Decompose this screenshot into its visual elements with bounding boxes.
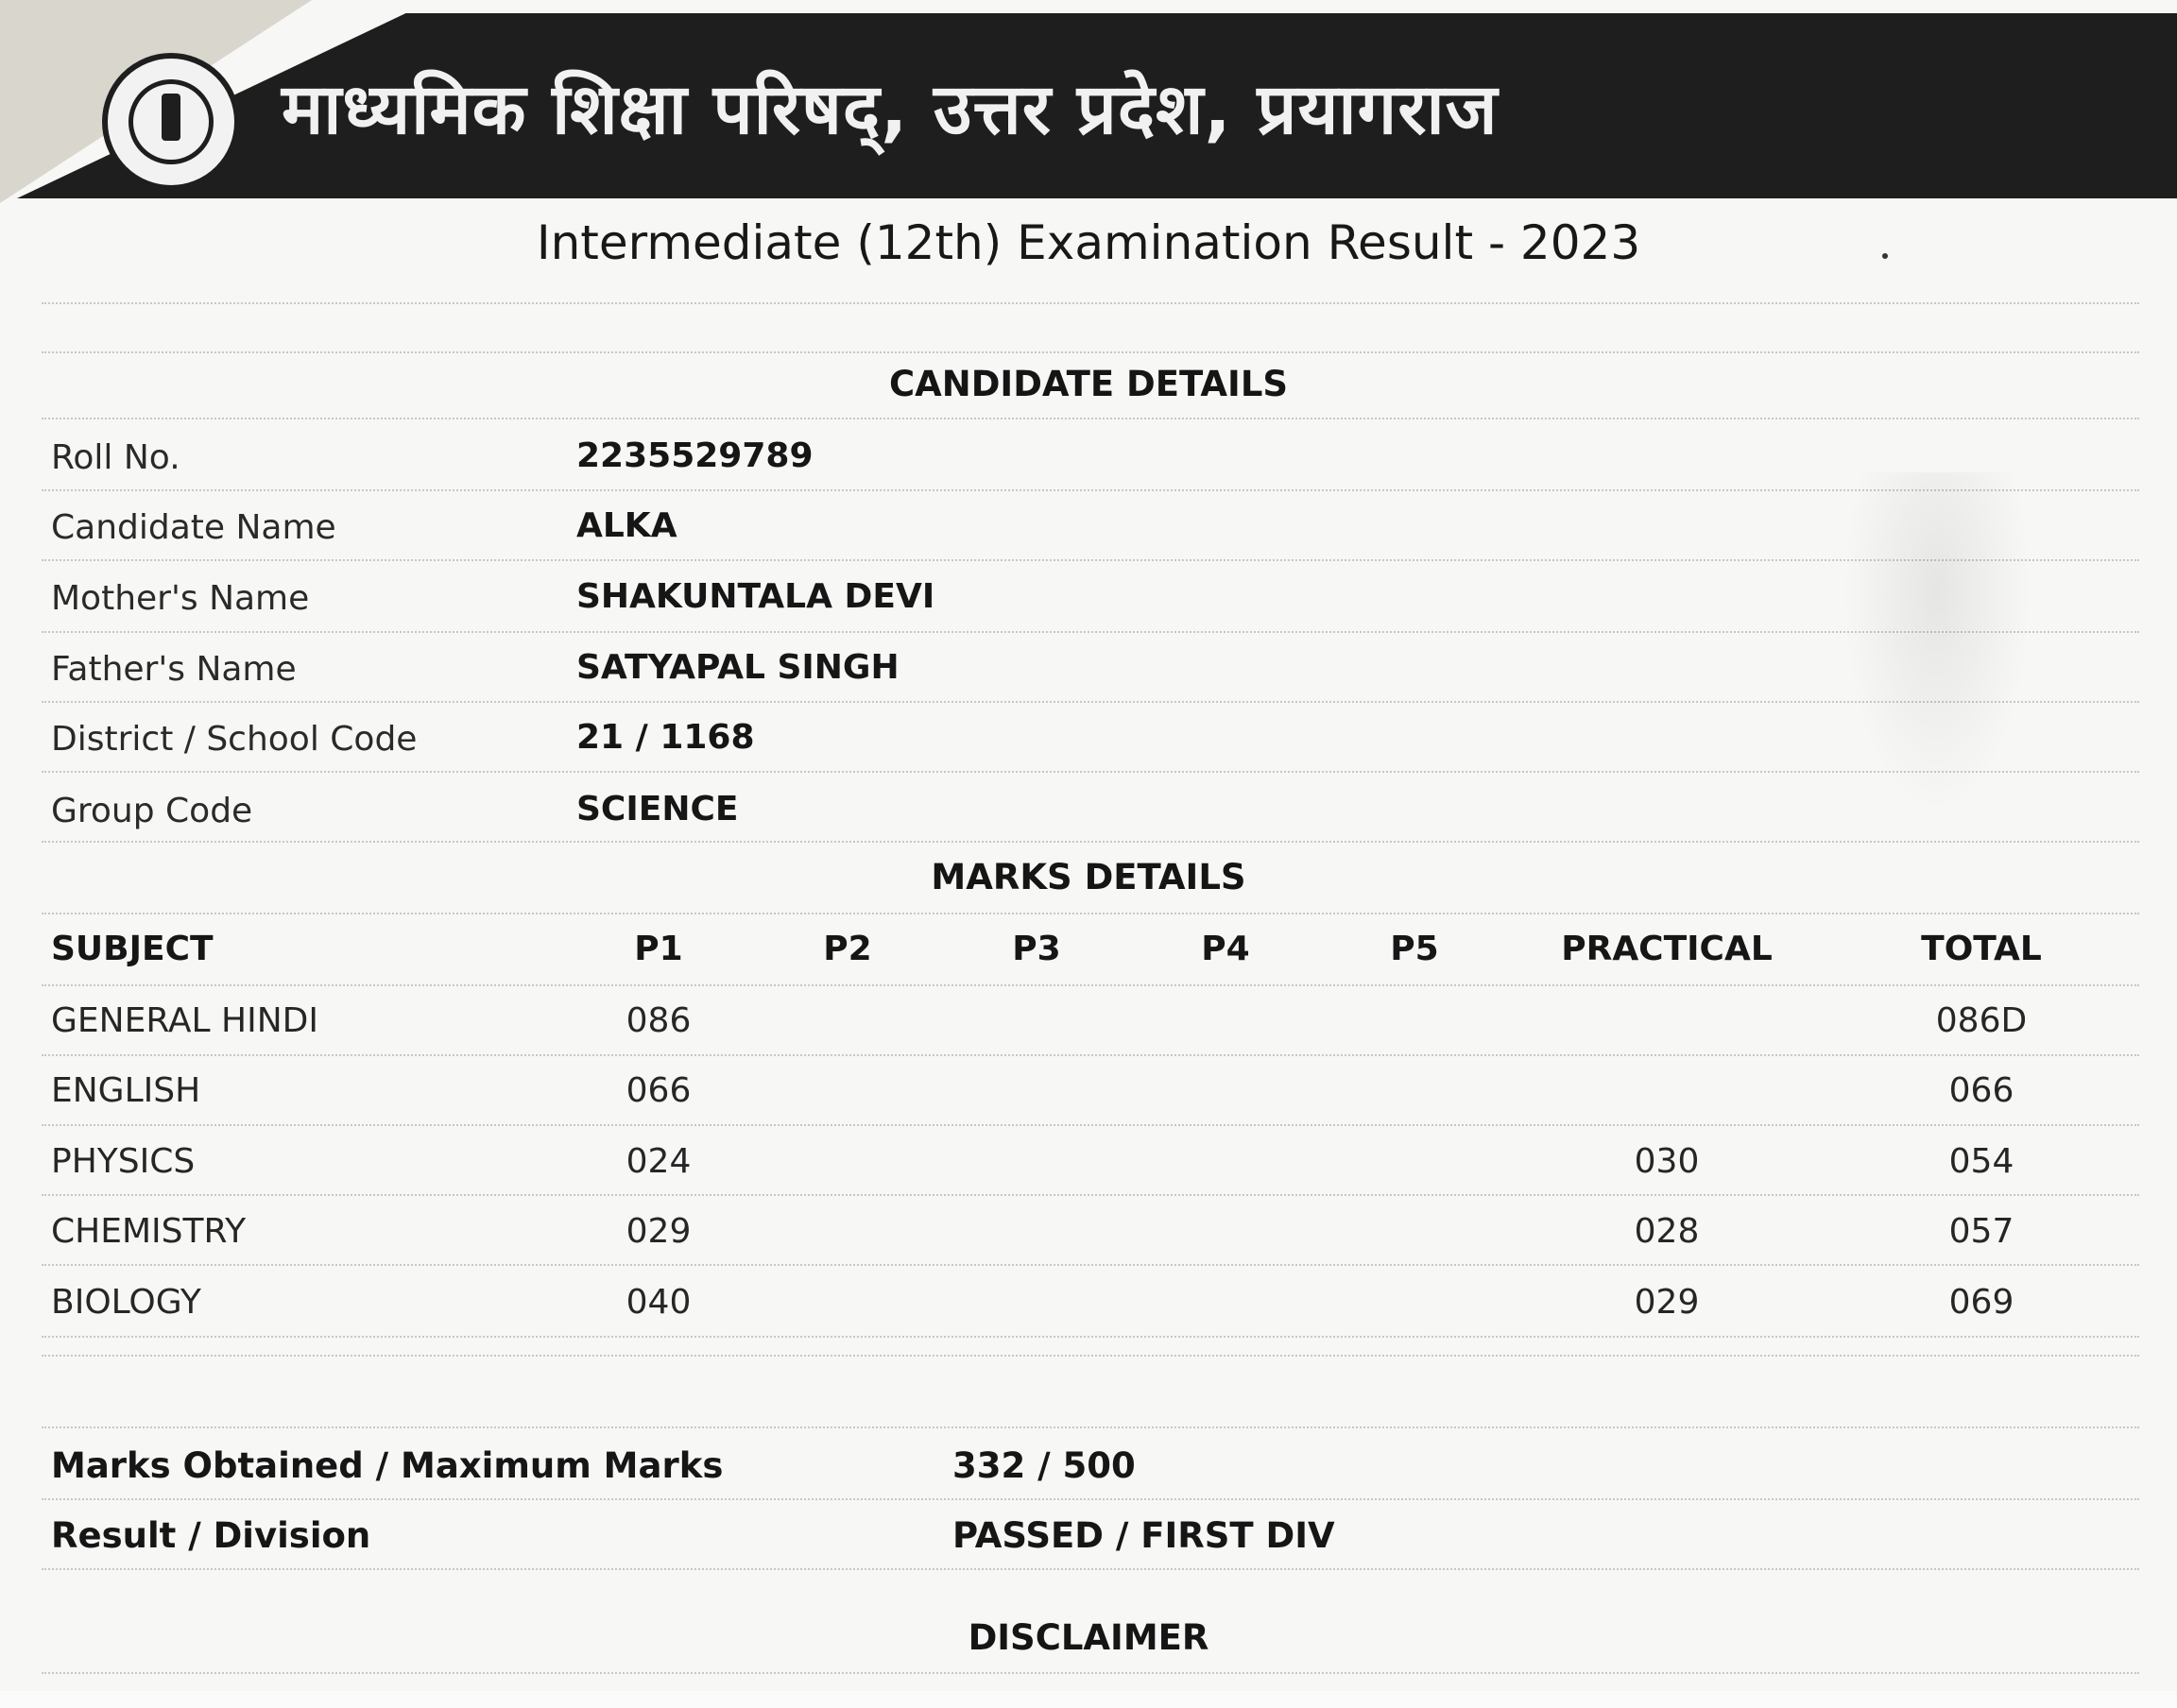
p1-cell: 066 (626, 1071, 692, 1110)
mother-name-label: Mother's Name (51, 579, 310, 618)
divider (42, 913, 2139, 914)
disclaimer-heading: DISCLAIMER (968, 1617, 1209, 1658)
result-division-value: PASSED / FIRST DIV (952, 1515, 1335, 1556)
board-logo-icon (102, 53, 240, 191)
column-header-subject: SUBJECT (51, 930, 214, 968)
mother-name-value: SHAKUNTALA DEVI (576, 577, 935, 616)
group-code-label: Group Code (51, 792, 253, 830)
practical-cell: 029 (1634, 1283, 1700, 1322)
divider (42, 489, 2139, 491)
marks-obtained-label: Marks Obtained / Maximum Marks (51, 1445, 724, 1486)
page-title: Intermediate (12th) Examination Result - 2023 (536, 215, 1641, 270)
district-school-code-value: 21 / 1168 (576, 718, 755, 757)
divider (42, 1672, 2139, 1674)
candidate-name-label: Candidate Name (51, 508, 336, 547)
divider (42, 351, 2139, 353)
father-name-value: SATYAPAL SINGH (576, 648, 900, 687)
practical-cell: 030 (1634, 1142, 1700, 1181)
practical-cell: 028 (1634, 1212, 1700, 1251)
group-code-value: SCIENCE (576, 790, 739, 828)
divider (42, 1426, 2139, 1428)
photo-watermark (1843, 472, 2031, 812)
board-name: माध्यमिक शिक्षा परिषद्, उत्तर प्रदेश, प्रयागराज (282, 69, 1499, 150)
divider (42, 1568, 2139, 1570)
subject-cell: BIOLOGY (51, 1283, 201, 1322)
divider (42, 1054, 2139, 1056)
divider (42, 1124, 2139, 1126)
divider (42, 559, 2139, 561)
print-speck (1882, 253, 1888, 259)
subject-cell: PHYSICS (51, 1142, 196, 1181)
column-header-p1: P1 (634, 930, 683, 968)
logo-emblem (129, 79, 214, 164)
father-name-label: Father's Name (51, 650, 297, 689)
column-header-practical: PRACTICAL (1561, 930, 1773, 968)
divider (42, 984, 2139, 986)
divider (42, 771, 2139, 773)
subject-cell: ENGLISH (51, 1071, 201, 1110)
marks-details-heading: MARKS DETAILS (931, 857, 1246, 897)
divider (42, 701, 2139, 703)
subject-cell: CHEMISTRY (51, 1212, 247, 1251)
divider (42, 841, 2139, 843)
column-header-p3: P3 (1012, 930, 1061, 968)
divider (42, 418, 2139, 419)
total-cell: 086D (1935, 1001, 2028, 1040)
p1-cell: 024 (626, 1142, 692, 1181)
total-cell: 054 (1948, 1142, 2014, 1181)
total-cell: 057 (1948, 1212, 2014, 1251)
divider (42, 1355, 2139, 1357)
page-bottom-edge (0, 1691, 2177, 1708)
column-header-p5: P5 (1390, 930, 1439, 968)
column-header-p2: P2 (823, 930, 872, 968)
divider (42, 1264, 2139, 1266)
column-header-p4: P4 (1201, 930, 1250, 968)
total-cell: 069 (1948, 1283, 2014, 1322)
roll-no-label: Roll No. (51, 438, 180, 477)
total-cell: 066 (1948, 1071, 2014, 1110)
district-school-code-label: District / School Code (51, 720, 418, 759)
result-division-label: Result / Division (51, 1515, 371, 1556)
candidate-name-value: ALKA (576, 506, 677, 545)
divider (42, 302, 2139, 304)
divider (42, 1498, 2139, 1500)
candidate-details-heading: CANDIDATE DETAILS (888, 364, 1289, 404)
divider (42, 631, 2139, 633)
column-header-total: TOTAL (1921, 930, 2042, 968)
marks-obtained-value: 332 / 500 (952, 1445, 1136, 1486)
divider (42, 1194, 2139, 1196)
p1-cell: 040 (626, 1283, 692, 1322)
subject-cell: GENERAL HINDI (51, 1001, 318, 1040)
p1-cell: 086 (626, 1001, 692, 1040)
p1-cell: 029 (626, 1212, 692, 1251)
roll-no-value: 2235529789 (576, 436, 814, 475)
divider (42, 1336, 2139, 1338)
